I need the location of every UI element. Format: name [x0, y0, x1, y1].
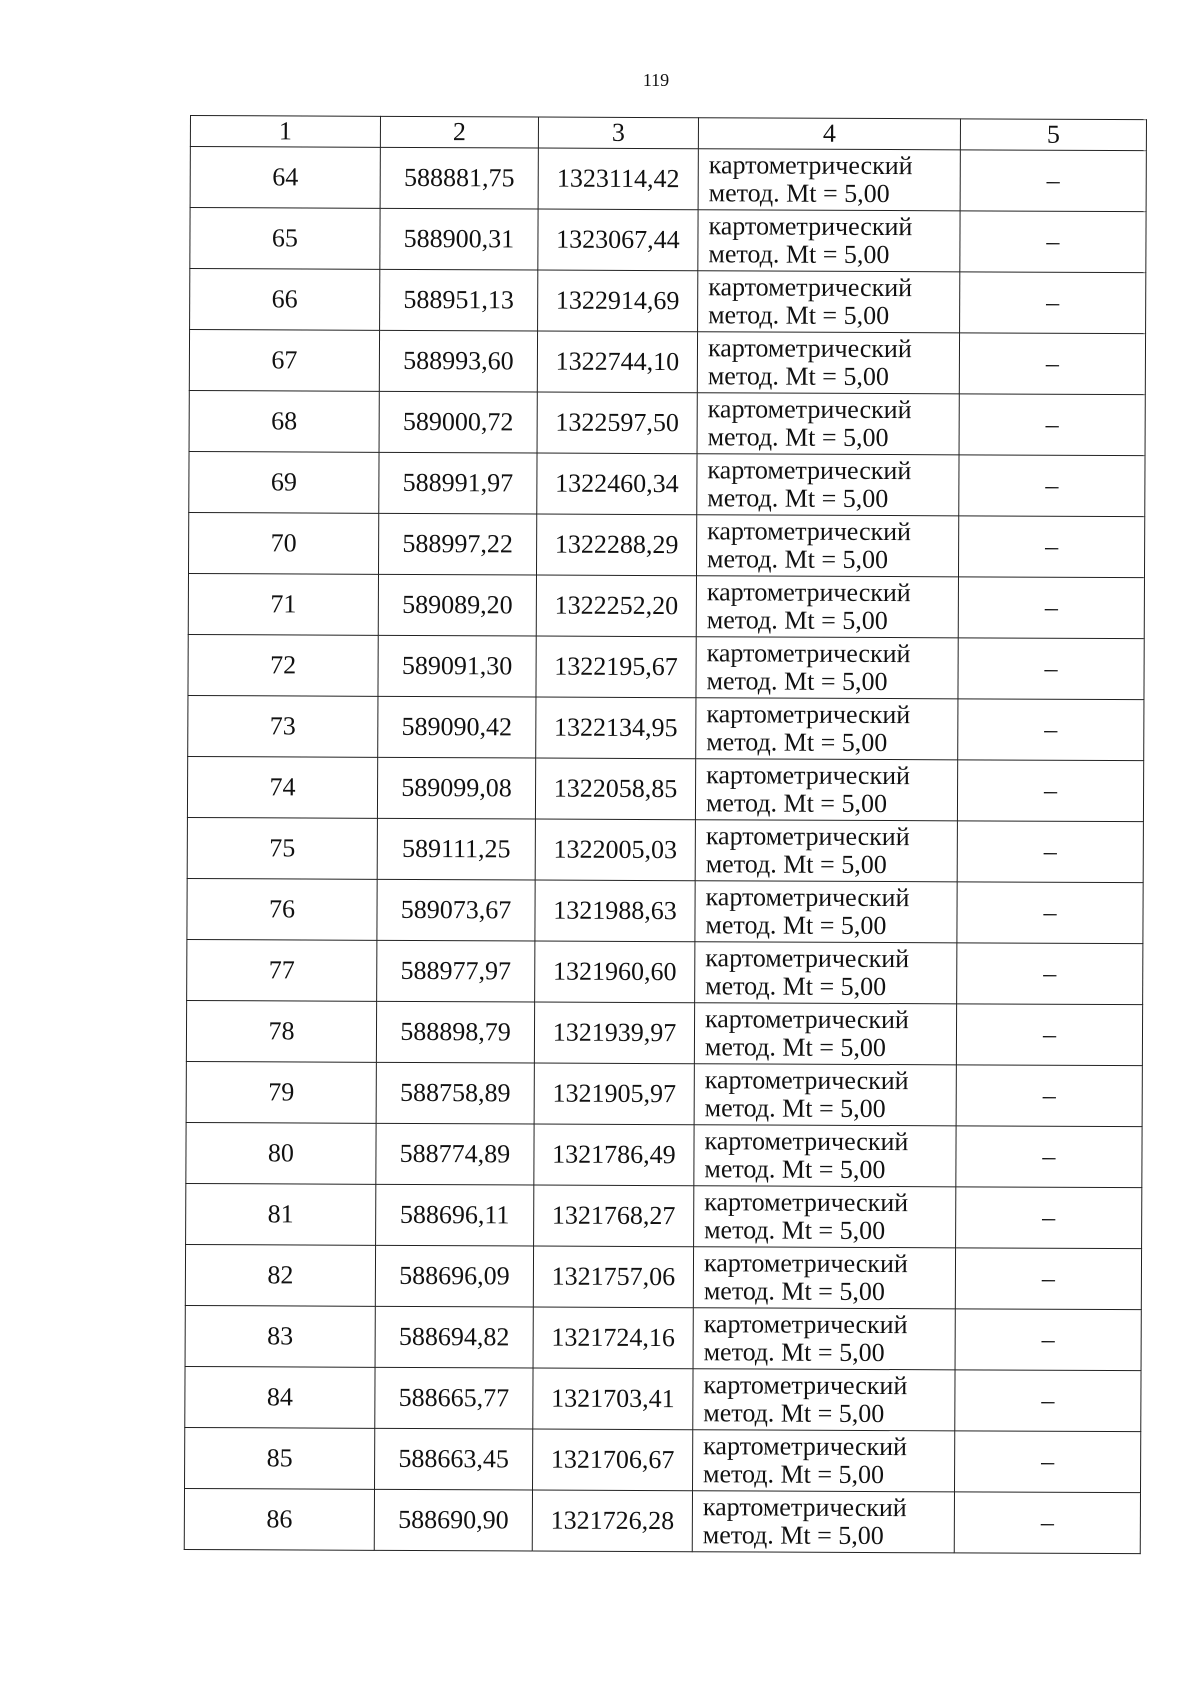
- point-number-cell: 83: [185, 1305, 375, 1367]
- x-coordinate-cell: 589090,42: [378, 696, 536, 758]
- note-cell: –: [955, 1370, 1141, 1432]
- point-number-cell: 78: [186, 1000, 376, 1062]
- method-line-2: метод. Mt = 5,00: [706, 727, 888, 758]
- table-row: [188, 512, 1144, 577]
- method-line-1: картометрический: [705, 943, 910, 974]
- method-line-1: картометрический: [704, 1004, 909, 1035]
- y-coordinate-cell: 1323114,42: [538, 148, 698, 210]
- method-line-2: метод. Mt = 5,00: [703, 1337, 885, 1368]
- x-coordinate-cell: 588694,82: [375, 1306, 533, 1368]
- table-row: [189, 451, 1145, 516]
- method-line-2: метод. Mt = 5,00: [707, 483, 889, 514]
- table-row: [184, 1488, 1140, 1553]
- method-cell: [693, 1308, 955, 1370]
- y-coordinate-cell: 1321706,67: [533, 1429, 693, 1491]
- y-coordinate-cell: 1322914,69: [538, 270, 698, 332]
- point-number-cell: 84: [185, 1366, 375, 1428]
- method-cell: [694, 1186, 956, 1248]
- method-line-2: метод. Mt = 5,00: [705, 910, 887, 941]
- note-cell: –: [956, 1126, 1142, 1188]
- x-coordinate-cell: 588881,75: [380, 147, 538, 209]
- point-number-cell: 74: [187, 756, 377, 818]
- method-cell: [698, 149, 960, 211]
- table-row: [190, 208, 1146, 273]
- method-line-1: картометрический: [705, 821, 910, 852]
- method-cell: [695, 820, 957, 882]
- method-line-1: картометрический: [707, 333, 912, 364]
- method-line-2: метод. Mt = 5,00: [704, 1154, 886, 1185]
- table-row: [190, 269, 1146, 334]
- method-cell: [698, 210, 960, 272]
- header-row: [190, 116, 1146, 151]
- method-cell: [694, 1125, 956, 1187]
- y-coordinate-cell: 1321939,97: [534, 1002, 694, 1064]
- y-coordinate-cell: 1321988,63: [535, 880, 695, 942]
- note-cell: –: [959, 333, 1145, 395]
- table-row: [190, 147, 1146, 212]
- note-cell: –: [956, 1004, 1142, 1066]
- y-coordinate-cell: 1321960,60: [535, 941, 695, 1003]
- note-cell: –: [957, 943, 1143, 1005]
- table-row: [185, 1366, 1141, 1431]
- x-coordinate-cell: 588696,09: [375, 1245, 533, 1307]
- method-line-1: картометрический: [702, 1492, 907, 1523]
- y-coordinate-cell: 1322460,34: [537, 453, 697, 515]
- table-row: [186, 1122, 1142, 1187]
- y-coordinate-cell: 1321703,41: [533, 1368, 693, 1430]
- table-row: [185, 1244, 1141, 1309]
- method-line-2: метод. Mt = 5,00: [702, 1520, 884, 1551]
- x-coordinate-cell: 588758,89: [376, 1062, 534, 1124]
- x-coordinate-cell: 588690,90: [374, 1489, 532, 1551]
- note-cell: –: [954, 1431, 1140, 1493]
- note-cell: –: [960, 150, 1146, 212]
- table-header: [190, 116, 1146, 151]
- point-number-cell: 67: [189, 330, 379, 392]
- method-line-2: метод. Mt = 5,00: [704, 1215, 886, 1246]
- method-line-1: картометрический: [704, 1065, 909, 1096]
- method-cell: [693, 1247, 955, 1309]
- table-row: [188, 634, 1144, 699]
- method-line-1: картометрический: [703, 1370, 908, 1401]
- method-line-2: метод. Mt = 5,00: [704, 1093, 886, 1124]
- point-number-cell: 79: [186, 1061, 376, 1123]
- table-row: [187, 878, 1143, 943]
- method-cell: [696, 698, 958, 760]
- method-line-1: картометрический: [708, 150, 913, 181]
- point-number-cell: 69: [189, 451, 379, 513]
- table-row: [185, 1305, 1141, 1370]
- method-cell: [694, 1064, 956, 1126]
- point-number-cell: 76: [187, 878, 377, 940]
- method-line-1: картометрический: [706, 638, 911, 669]
- point-number-cell: 77: [187, 939, 377, 1001]
- note-cell: –: [954, 1492, 1140, 1554]
- table-row: [188, 695, 1144, 760]
- y-coordinate-cell: 1322252,20: [536, 575, 696, 637]
- note-cell: –: [957, 760, 1143, 822]
- method-cell: [696, 637, 958, 699]
- method-cell: [693, 1369, 955, 1431]
- point-number-cell: 86: [184, 1488, 374, 1550]
- coordinates-table: [184, 115, 1147, 1554]
- note-cell: –: [957, 882, 1143, 944]
- y-coordinate-cell: 1321757,06: [533, 1246, 693, 1308]
- x-coordinate-cell: 588977,97: [377, 940, 535, 1002]
- note-cell: –: [960, 272, 1146, 334]
- y-coordinate-cell: 1321768,27: [534, 1185, 694, 1247]
- method-cell: [695, 942, 957, 1004]
- method-line-1: картометрический: [706, 577, 911, 608]
- method-line-2: метод. Mt = 5,00: [703, 1398, 885, 1429]
- method-line-2: метод. Mt = 5,00: [708, 300, 890, 331]
- method-line-1: картометрический: [706, 760, 910, 791]
- point-number-cell: 72: [188, 634, 378, 696]
- note-cell: –: [955, 1248, 1141, 1310]
- method-line-2: метод. Mt = 5,00: [708, 239, 890, 270]
- x-coordinate-cell: 588997,22: [378, 513, 536, 575]
- table-row: [186, 1000, 1142, 1065]
- point-number-cell: 71: [188, 573, 378, 635]
- table-row: [189, 330, 1145, 395]
- point-number-cell: 65: [190, 208, 380, 270]
- method-cell: [696, 576, 958, 638]
- method-line-1: картометрический: [704, 1187, 909, 1218]
- method-line-1: картометрический: [704, 1126, 909, 1157]
- method-line-2: метод. Mt = 5,00: [703, 1459, 885, 1490]
- x-coordinate-cell: 588663,45: [375, 1428, 533, 1490]
- method-cell: [698, 271, 960, 333]
- note-cell: –: [956, 1065, 1142, 1127]
- table-row: [185, 1427, 1141, 1492]
- point-number-cell: 66: [190, 269, 380, 331]
- y-coordinate-cell: 1321786,49: [534, 1124, 694, 1186]
- x-coordinate-cell: 589091,30: [378, 635, 536, 697]
- method-line-2: метод. Mt = 5,00: [707, 544, 889, 575]
- method-line-1: картометрический: [705, 882, 910, 913]
- y-coordinate-cell: 1322134,95: [536, 697, 696, 759]
- method-cell: [696, 515, 958, 577]
- x-coordinate-cell: 588951,13: [380, 269, 538, 331]
- table-row: [186, 1061, 1142, 1126]
- point-number-cell: 70: [188, 512, 378, 574]
- table-body: [184, 147, 1146, 1554]
- note-cell: –: [956, 1187, 1142, 1249]
- method-line-1: картометрический: [707, 455, 912, 486]
- x-coordinate-cell: 589000,72: [379, 391, 537, 453]
- header-col-2: 2: [380, 116, 538, 148]
- y-coordinate-cell: 1321724,16: [533, 1307, 693, 1369]
- note-cell: –: [959, 394, 1145, 456]
- method-line-2: метод. Mt = 5,00: [705, 849, 887, 880]
- method-line-2: метод. Mt = 5,00: [706, 605, 888, 636]
- y-coordinate-cell: 1322058,85: [535, 758, 695, 820]
- note-cell: –: [957, 821, 1143, 883]
- note-cell: –: [955, 1309, 1141, 1371]
- x-coordinate-cell: 589111,25: [377, 818, 535, 880]
- x-coordinate-cell: 588993,60: [379, 330, 537, 392]
- point-number-cell: 68: [189, 390, 379, 452]
- method-line-2: метод. Mt = 5,00: [705, 971, 887, 1002]
- method-line-1: картометрический: [707, 516, 912, 547]
- method-line-2: метод. Mt = 5,00: [706, 666, 888, 697]
- point-number-cell: 85: [185, 1427, 375, 1489]
- note-cell: –: [958, 516, 1144, 578]
- x-coordinate-cell: 588665,77: [375, 1367, 533, 1429]
- y-coordinate-cell: 1322597,50: [537, 392, 697, 454]
- x-coordinate-cell: 588696,11: [376, 1184, 534, 1246]
- method-cell: [695, 759, 957, 821]
- note-cell: –: [958, 699, 1144, 761]
- table-row: [187, 817, 1143, 882]
- x-coordinate-cell: 589089,20: [378, 574, 536, 636]
- method-cell: [697, 393, 959, 455]
- header-col-1: 1: [190, 116, 380, 148]
- method-line-2: метод. Mt = 5,00: [703, 1276, 885, 1307]
- y-coordinate-cell: 1322005,03: [535, 819, 695, 881]
- method-cell: [697, 332, 959, 394]
- method-line-1: картометрический: [708, 272, 913, 303]
- note-cell: –: [960, 211, 1146, 273]
- method-line-1: картометрический: [703, 1431, 908, 1462]
- point-number-cell: 80: [186, 1122, 376, 1184]
- point-number-cell: 73: [188, 695, 378, 757]
- y-coordinate-cell: 1322195,67: [536, 636, 696, 698]
- method-line-1: картометрический: [708, 211, 913, 242]
- table-row: [187, 939, 1143, 1004]
- x-coordinate-cell: 588991,97: [379, 452, 537, 514]
- page-number: 119: [642, 70, 670, 90]
- point-number-cell: 75: [187, 817, 377, 879]
- x-coordinate-cell: 588898,79: [376, 1001, 534, 1063]
- method-line-1: картометрический: [703, 1248, 908, 1279]
- method-cell: [692, 1491, 954, 1553]
- point-number-cell: 64: [190, 147, 380, 209]
- header-col-3: 3: [538, 117, 698, 149]
- method-line-2: метод. Mt = 5,00: [708, 178, 890, 209]
- header-col-4: 4: [698, 118, 960, 150]
- method-line-1: картометрический: [707, 394, 912, 425]
- table-row: [188, 573, 1144, 638]
- method-line-2: метод. Mt = 5,00: [707, 422, 889, 453]
- note-cell: –: [958, 638, 1144, 700]
- y-coordinate-cell: 1322288,29: [536, 514, 696, 576]
- point-number-cell: 82: [185, 1244, 375, 1306]
- point-number-cell: 81: [186, 1183, 376, 1245]
- x-coordinate-cell: 589073,67: [377, 879, 535, 941]
- x-coordinate-cell: 588774,89: [376, 1123, 534, 1185]
- method-line-2: метод. Mt = 5,00: [705, 788, 888, 819]
- method-line-2: метод. Mt = 5,00: [704, 1032, 887, 1063]
- table-row: [187, 756, 1143, 821]
- method-line-1: картометрический: [706, 699, 911, 730]
- method-line-2: метод. Mt = 5,00: [707, 361, 889, 392]
- y-coordinate-cell: 1321905,97: [534, 1063, 694, 1125]
- x-coordinate-cell: 588900,31: [380, 208, 538, 270]
- y-coordinate-cell: 1321726,28: [532, 1490, 692, 1552]
- method-cell: [697, 454, 959, 516]
- note-cell: –: [959, 455, 1145, 517]
- y-coordinate-cell: 1322744,10: [537, 331, 697, 393]
- x-coordinate-cell: 589099,08: [377, 757, 535, 819]
- method-cell: [695, 881, 957, 943]
- table-row: [189, 390, 1145, 455]
- y-coordinate-cell: 1323067,44: [538, 209, 698, 271]
- note-cell: –: [958, 577, 1144, 639]
- table-row: [186, 1183, 1142, 1248]
- header-col-5: 5: [960, 119, 1146, 151]
- method-cell: [693, 1430, 955, 1492]
- method-line-1: картометрический: [703, 1309, 908, 1340]
- method-cell: [694, 1003, 956, 1065]
